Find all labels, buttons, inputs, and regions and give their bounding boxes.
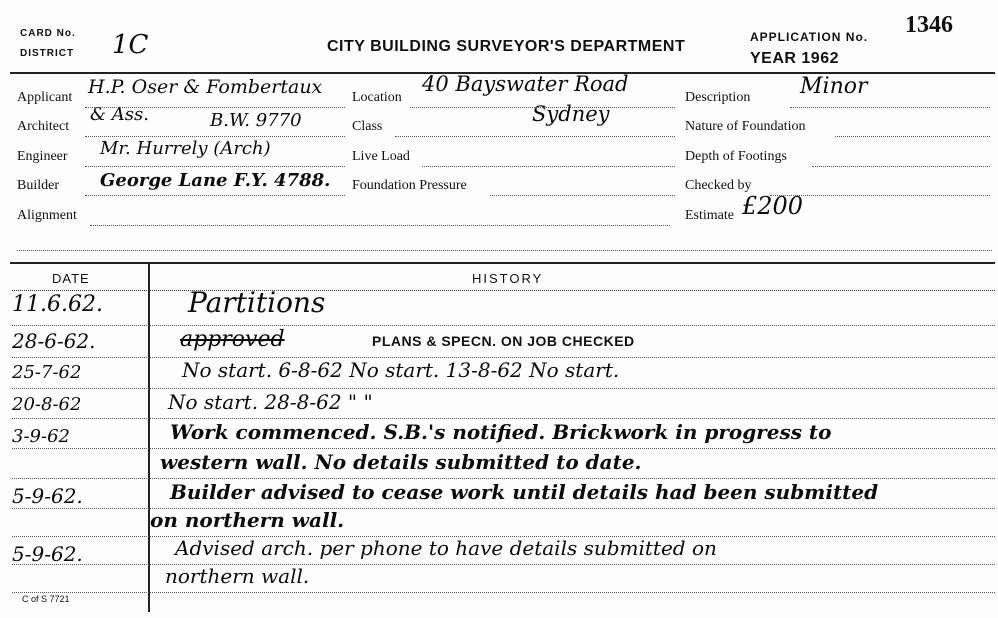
history-date: 20-8-62: [12, 394, 82, 415]
estimate-value: £200: [742, 192, 804, 220]
dotted-line: [12, 592, 995, 593]
dotted-line: [12, 290, 995, 291]
history-date: 5-9-62.: [12, 542, 83, 566]
district-label: DISTRICT: [20, 48, 75, 59]
history-date: 25-7-62: [12, 362, 82, 383]
dotted-line: [410, 107, 675, 108]
live-load-label: Live Load: [352, 149, 410, 164]
engineer-value: Mr. Hurrely (Arch): [100, 138, 271, 159]
dotted-line: [12, 388, 995, 389]
dotted-line: [12, 536, 995, 537]
dotted-line: [12, 478, 995, 479]
history-date: 11.6.62.: [12, 292, 103, 317]
dotted-line: [422, 166, 675, 167]
dotted-line: [835, 136, 990, 137]
dotted-line: [490, 195, 675, 196]
history-text: approved: [180, 327, 285, 352]
history-date: 28-6-62.: [12, 329, 96, 353]
dotted-line: [12, 418, 995, 419]
history-text: northern wall.: [165, 564, 310, 588]
location-value-2: Sydney: [532, 102, 610, 126]
dotted-line: [85, 136, 345, 137]
history-text: No start. 6-8-62 No start. 13-8-62 No start.: [182, 358, 620, 382]
dotted-line: [12, 564, 995, 565]
nature-label: Nature of Foundation: [685, 119, 806, 134]
location-value: 40 Bayswater Road: [422, 72, 629, 96]
applicant-value: H.P. Oser & Fombertaux: [88, 76, 323, 98]
history-date: 5-9-62.: [12, 484, 83, 508]
dotted-line: [90, 225, 670, 226]
foundation-pressure-label: Foundation Pressure: [352, 178, 467, 193]
history-row: [0, 286, 998, 322]
dotted-line: [790, 107, 990, 108]
card-no-label: CARD No.: [20, 28, 76, 39]
application-number: 1346: [905, 12, 953, 38]
history-text: No start. 28-8-62 " ": [168, 390, 373, 414]
checked-stamp: PLANS & SPECN. ON JOB CHECKED: [372, 333, 635, 349]
description-value: Minor: [800, 74, 868, 99]
district-value: 1C: [112, 30, 149, 60]
history-text: Partitions: [188, 286, 326, 319]
date-header: DATE: [52, 271, 90, 286]
description-label: Description: [685, 90, 751, 105]
history-header: HISTORY: [472, 271, 544, 286]
checked-label: Checked by: [685, 178, 752, 193]
dotted-line: [85, 107, 345, 108]
dotted-line: [395, 136, 675, 137]
applicant-label: Applicant: [17, 90, 73, 105]
history-text: Advised arch. per phone to have details submitted on: [175, 536, 717, 560]
dotted-line: [12, 508, 995, 509]
builder-label: Builder: [17, 178, 59, 193]
history-top-rule: [10, 262, 995, 264]
applicant-value-2: & Ass.: [90, 104, 149, 125]
form-code: C of S 7721: [22, 594, 70, 604]
history-text: western wall. No details submitted to date.: [160, 450, 642, 474]
dotted-line: [812, 166, 990, 167]
dotted-line: [12, 448, 995, 449]
dotted-line: [770, 195, 990, 196]
history-text: on northern wall.: [150, 508, 345, 532]
depth-label: Depth of Footings: [685, 149, 787, 164]
estimate-label: Estimate: [685, 208, 734, 223]
dotted-line: [85, 195, 345, 196]
engineer-label: Engineer: [17, 149, 68, 164]
dotted-line: [12, 325, 995, 326]
alignment-label: Alignment: [17, 208, 77, 223]
architect-label: Architect: [17, 119, 70, 134]
history-text: Work commenced. S.B.'s notified. Brickwork in progress to: [170, 420, 832, 444]
dotted-line: [12, 357, 995, 358]
history-text: Builder advised to cease work until details had been submitted: [170, 480, 879, 504]
history-row: [0, 360, 998, 390]
architect-value: B.W. 9770: [210, 110, 302, 131]
class-label: Class: [352, 119, 383, 134]
department-title: CITY BUILDING SURVEYOR'S DEPARTMENT: [327, 38, 686, 55]
history-date: 3-9-62: [12, 426, 70, 447]
builder-value: George Lane F.Y. 4788.: [100, 170, 331, 191]
dotted-line: [17, 250, 992, 251]
location-label: Location: [352, 90, 402, 105]
history-row: [0, 325, 998, 355]
dotted-line: [85, 166, 345, 167]
year-label: YEAR 1962: [750, 50, 839, 67]
application-label: APPLICATION No.: [750, 30, 869, 44]
